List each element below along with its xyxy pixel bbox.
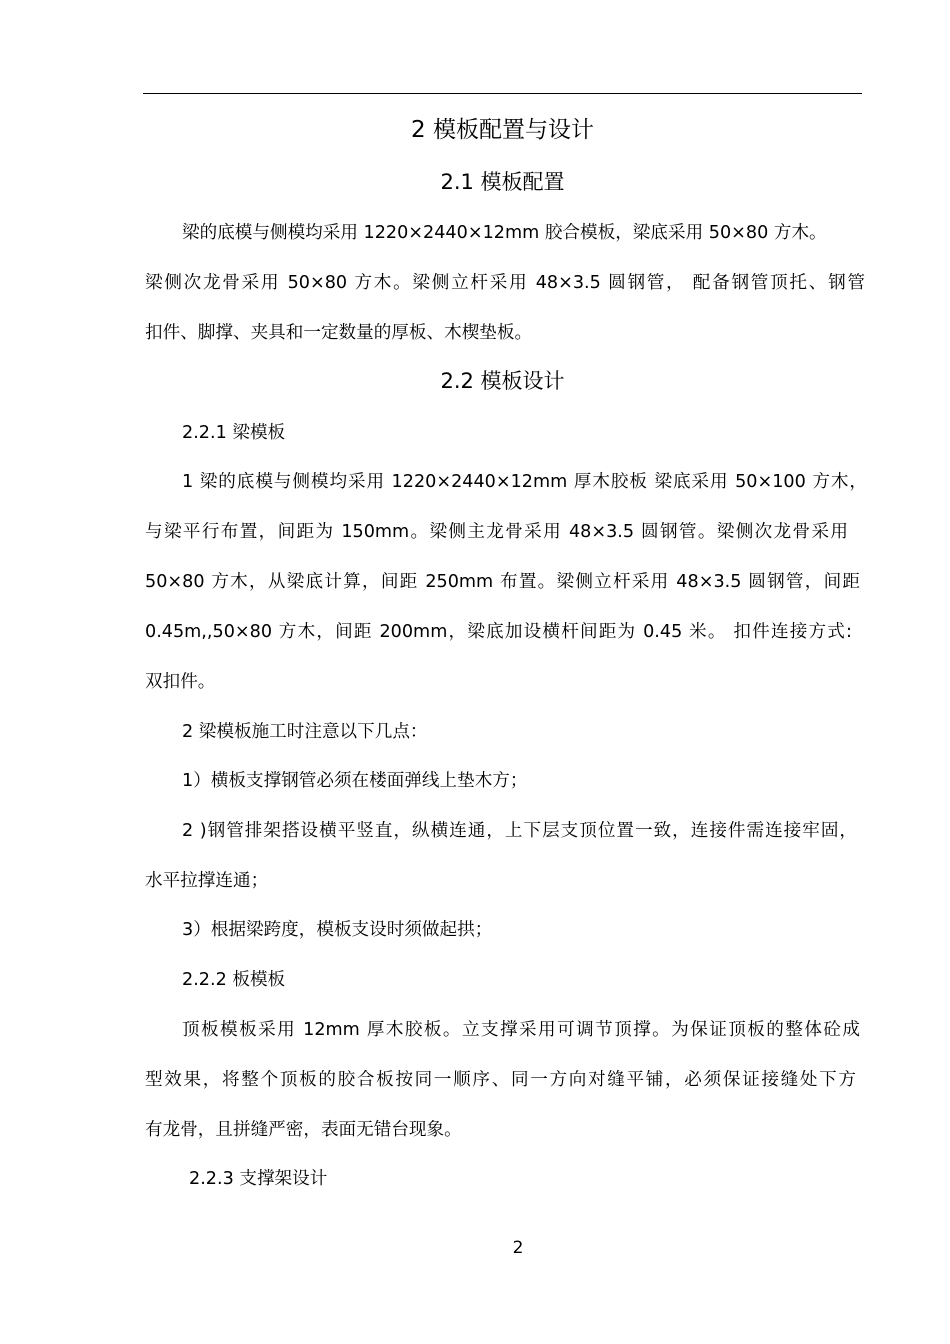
text-line: 有龙骨，且拼缝严密，表面无错台现象。 [145, 1120, 462, 1140]
text-line: 顶板模板采用 12mm 厚木胶板。立支撑采用可调节顶撑。为保证顶板的整体砼成 [182, 1020, 860, 1040]
list-item: 1）横板支撑钢管必须在楼面弹线上垫木方； [182, 771, 528, 791]
subsection-heading-2-2-2: 2.2.2 板模板 [182, 970, 286, 990]
chapter-heading: 2 模板配置与设计 [411, 117, 594, 143]
list-item: 3）根据梁跨度，模板支设时须做起拱； [182, 920, 493, 940]
text-line: 0.45m,,50×80 方木，间距 200mm，梁底加设横杆间距为 0.45 米。 扣件连接方式: [145, 622, 852, 642]
list-item: 2 )钢管排架搭设横平竖直，纵横连通，上下层支顶位置一致，连接件需连接牢固， [182, 821, 857, 841]
text-line: 与梁平行布置，间距为 150mm。梁侧主龙骨采用 48×3.5 圆钢管。梁侧次龙骨采用 [145, 522, 848, 542]
text-line: 梁的底模与侧模均采用 1220×2440×12mm 胶合模板，梁底采用 50×80 方木。 [182, 223, 827, 243]
subsection-heading-2-2-3: 2.2.3 支撑架设计 [189, 1169, 328, 1189]
text-line: 水平拉撑连通； [145, 871, 269, 891]
text-line: 梁侧次龙骨采用 50×80 方木。梁侧立杆采用 48×3.5 圆钢管， 配备钢管顶托、钢管 [145, 273, 865, 293]
text-line: 2 梁模板施工时注意以下几点： [182, 722, 428, 742]
section-heading-2-2: 2.2 模板设计 [440, 369, 565, 393]
section-heading-2-1: 2.1 模板配置 [440, 170, 565, 194]
text-line: 扣件、脚撑、夹具和一定数量的厚板、木楔垫板。 [145, 323, 533, 343]
text-line: 1 梁的底模与侧模均采用 1220×2440×12mm 厚木胶板 梁底采用 50×100 方木， [182, 472, 867, 492]
page-number: 2 [512, 1238, 524, 1258]
subsection-heading-2-2-1: 2.2.1 梁模板 [182, 423, 286, 443]
text-line: 50×80 方木，从梁底计算，间距 250mm 布置。梁侧立杆采用 48×3.5 圆钢管，间距 [145, 572, 860, 592]
header-rule [143, 93, 862, 94]
text-line: 型效果，将整个顶板的胶合板按同一顺序、同一方向对缝平铺，必须保证接缝处下方 [145, 1070, 856, 1090]
text-line: 双扣件。 [145, 672, 216, 692]
